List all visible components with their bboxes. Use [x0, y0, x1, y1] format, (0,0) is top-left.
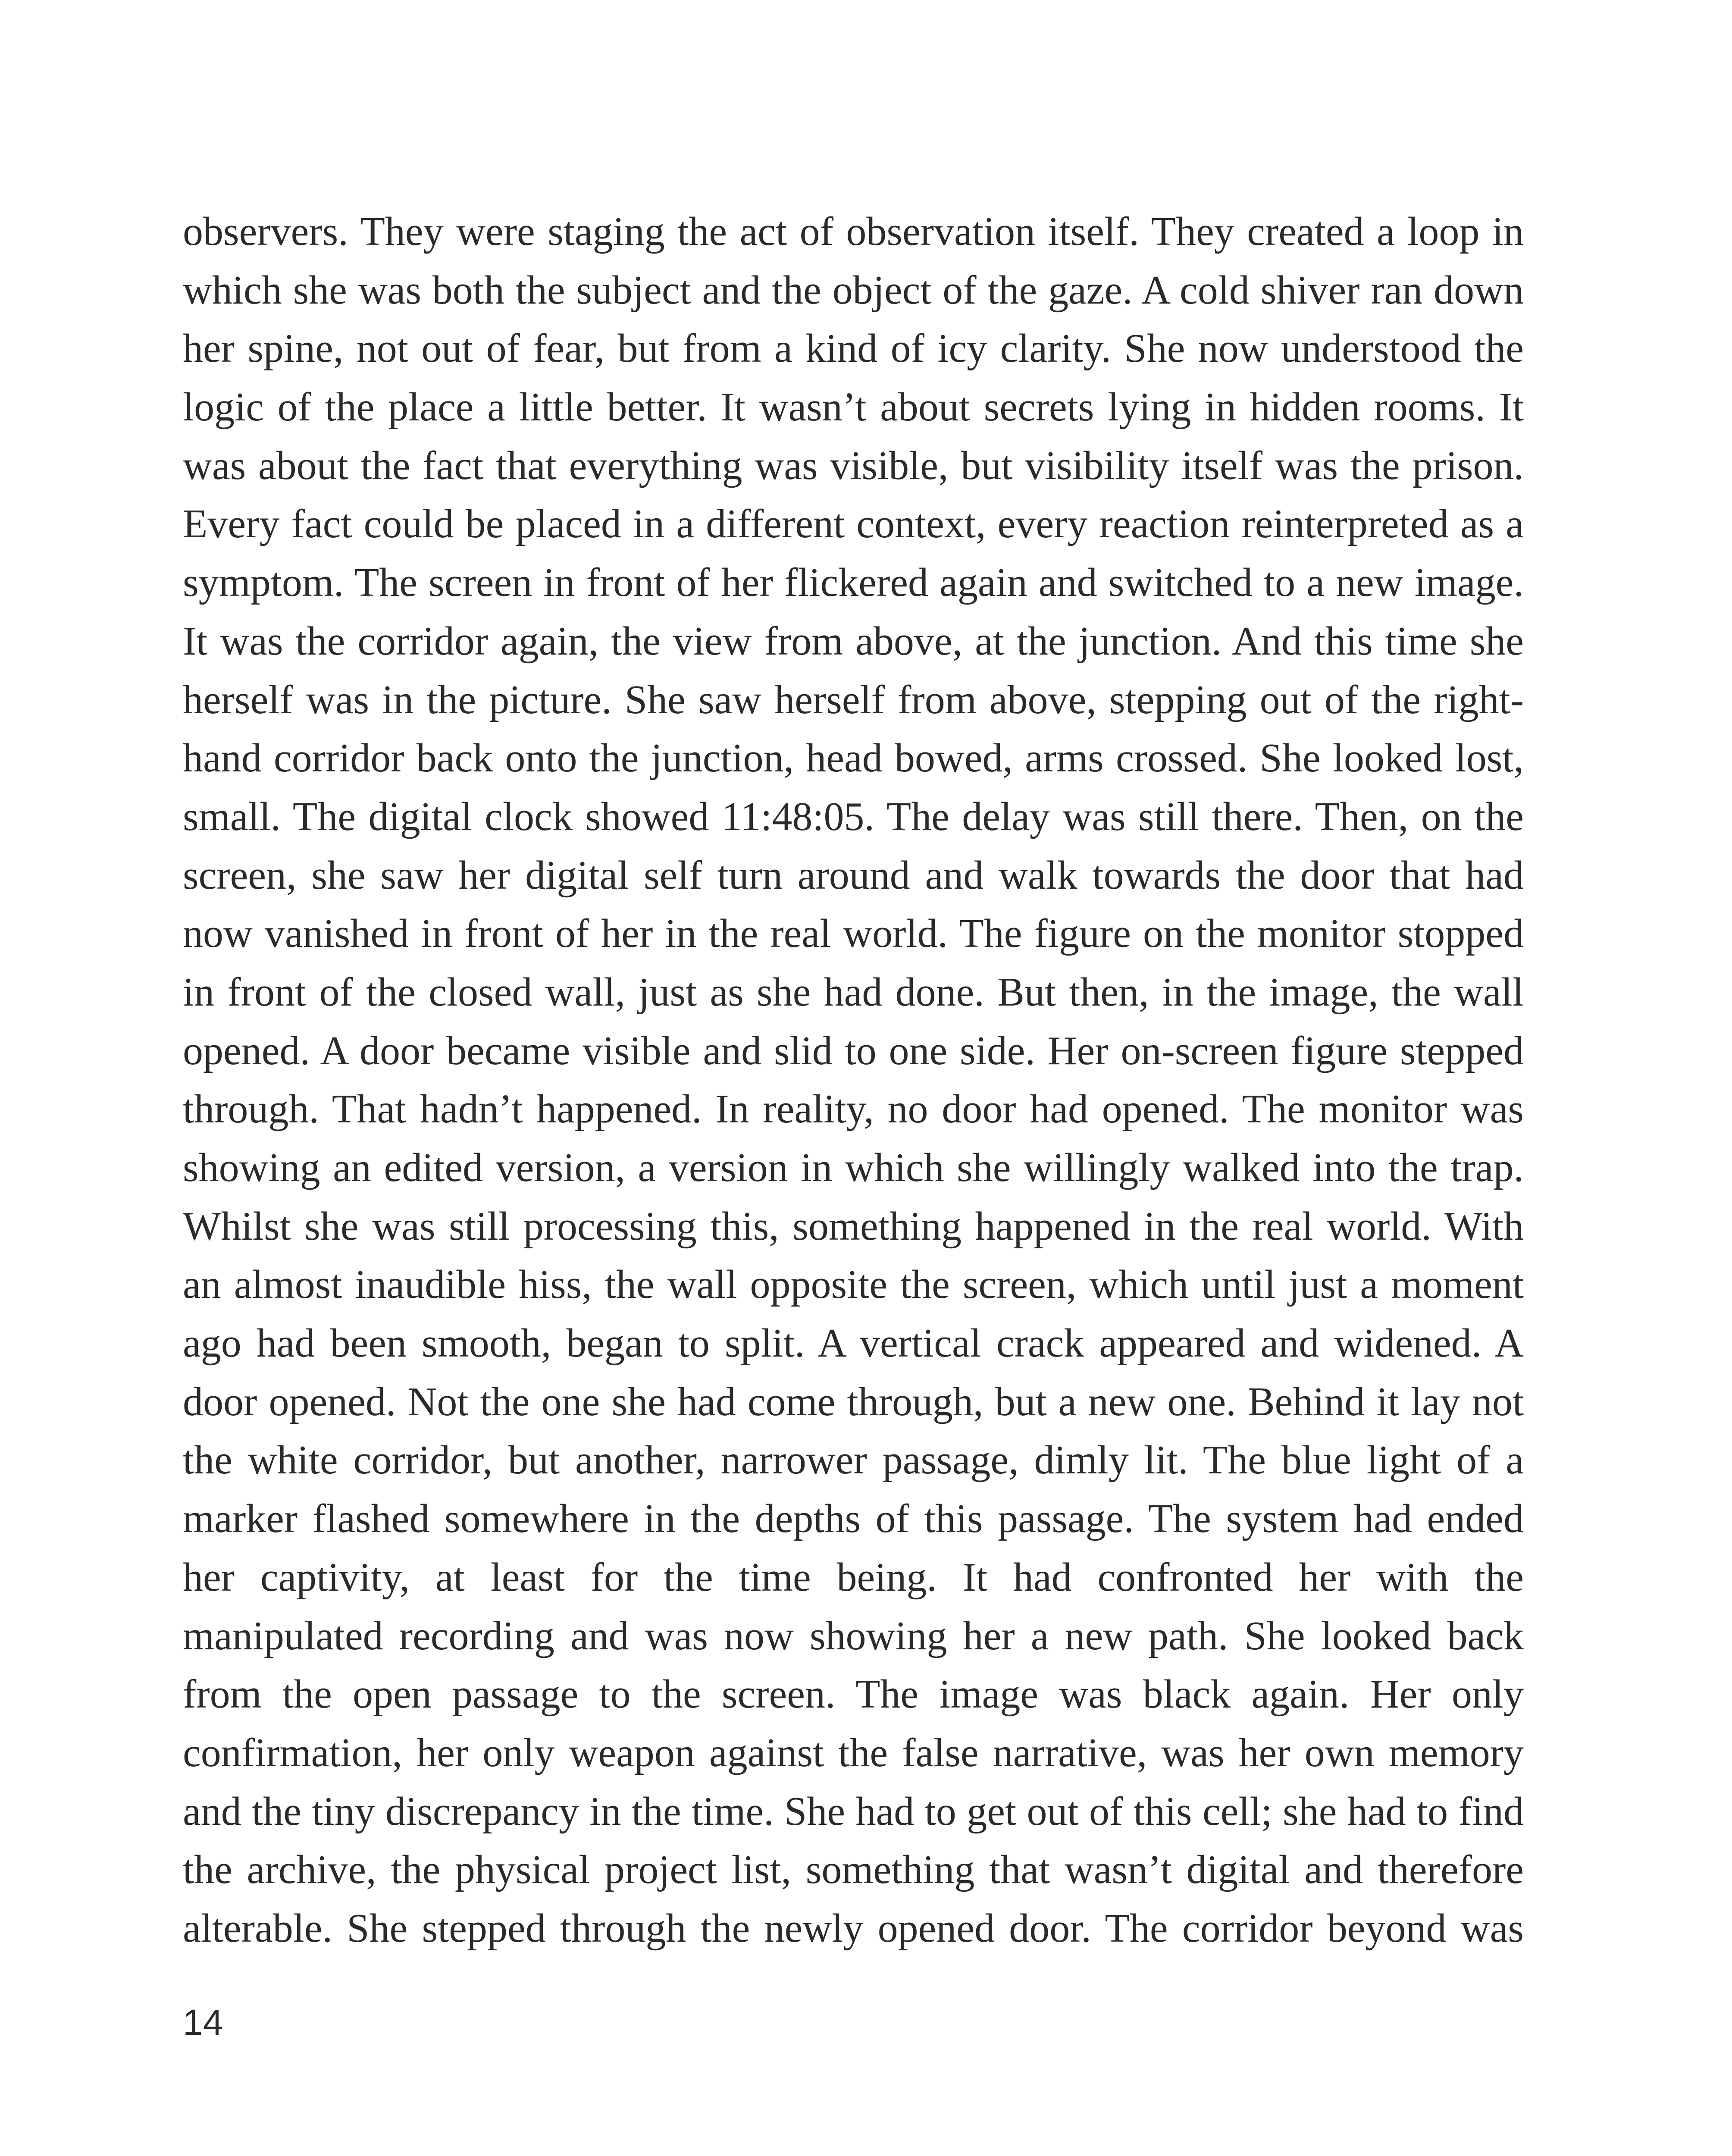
text-line-26: from the open passage to the screen. The image was black again. Her only	[183, 1672, 1524, 1717]
text-line-6: Every fact could be placed in a different context, every reaction reinterpreted as a	[183, 501, 1524, 547]
body-text	[183, 203, 1524, 1958]
text-line-15: opened. A door became visible and slid to one side. Her on-screen figure stepped	[183, 1028, 1524, 1073]
text-line-29: the archive, the physical project list, something that wasn’t digital and therefore	[183, 1847, 1524, 1893]
text-line-23: marker flashed somewhere in the depths of this passage. The system had ended	[183, 1496, 1524, 1542]
text-line-10: hand corridor back onto the junction, head bowed, arms crossed. She looked lost,	[183, 736, 1524, 781]
text-line-4: logic of the place a little better. It wasn’t about secrets lying in hidden rooms. It	[183, 385, 1524, 430]
text-line-8: It was the corridor again, the view from above, at the junction. And this time she	[183, 618, 1524, 664]
text-line-2: which she was both the subject and the object of the gaze. A cold shiver ran down	[183, 267, 1524, 313]
text-line-11: small. The digital clock showed 11:48:05. The delay was still there. Then, on the	[183, 794, 1524, 839]
text-line-18: Whilst she was still processing this, something happened in the real world. With	[183, 1203, 1524, 1249]
text-line-13: now vanished in front of her in the real world. The figure on the monitor stopped	[183, 911, 1524, 956]
text-line-17: showing an edited version, a version in which she willingly walked into the trap.	[183, 1145, 1524, 1190]
text-line-27: confirmation, her only weapon against the false narrative, was her own memory	[183, 1730, 1524, 1775]
text-line-12: screen, she saw her digital self turn around and walk towards the door that had	[183, 852, 1524, 898]
text-line-30: alterable. She stepped through the newly opened door. The corridor beyond was	[183, 1905, 1524, 1951]
text-line-9: herself was in the picture. She saw herself from above, stepping out of the right-	[183, 677, 1524, 722]
text-line-14: in front of the closed wall, just as she had done. But then, in the image, the wall	[183, 969, 1524, 1015]
text-line-21: door opened. Not the one she had come through, but a new one. Behind it lay not	[183, 1379, 1524, 1424]
text-line-20: ago had been smooth, began to split. A vertical crack appeared and widened. A	[183, 1321, 1524, 1366]
text-line-28: and the tiny discrepancy in the time. She had to get out of this cell; she had to find	[183, 1789, 1524, 1834]
text-line-25: manipulated recording and was now showing her a new path. She looked back	[183, 1613, 1524, 1658]
text-line-5: was about the fact that everything was visible, but visibility itself was the prison.	[183, 443, 1524, 488]
page-number: 14	[183, 2002, 223, 2043]
text-line-16: through. That hadn’t happened. In reality, no door had opened. The monitor was	[183, 1087, 1524, 1132]
text-line-19: an almost inaudible hiss, the wall opposite the screen, which until just a moment	[183, 1262, 1524, 1307]
text-line-1: observers. They were staging the act of observation itself. They created a loop in	[183, 209, 1524, 254]
text-line-7: symptom. The screen in front of her flickered again and switched to a new image.	[183, 560, 1524, 605]
text-line-22: the white corridor, but another, narrower passage, dimly lit. The blue light of a	[183, 1438, 1524, 1483]
text-line-24: her captivity, at least for the time being. It had confronted her with the	[183, 1554, 1524, 1600]
text-line-3: her spine, not out of fear, but from a kind of icy clarity. She now understood the	[183, 326, 1524, 371]
